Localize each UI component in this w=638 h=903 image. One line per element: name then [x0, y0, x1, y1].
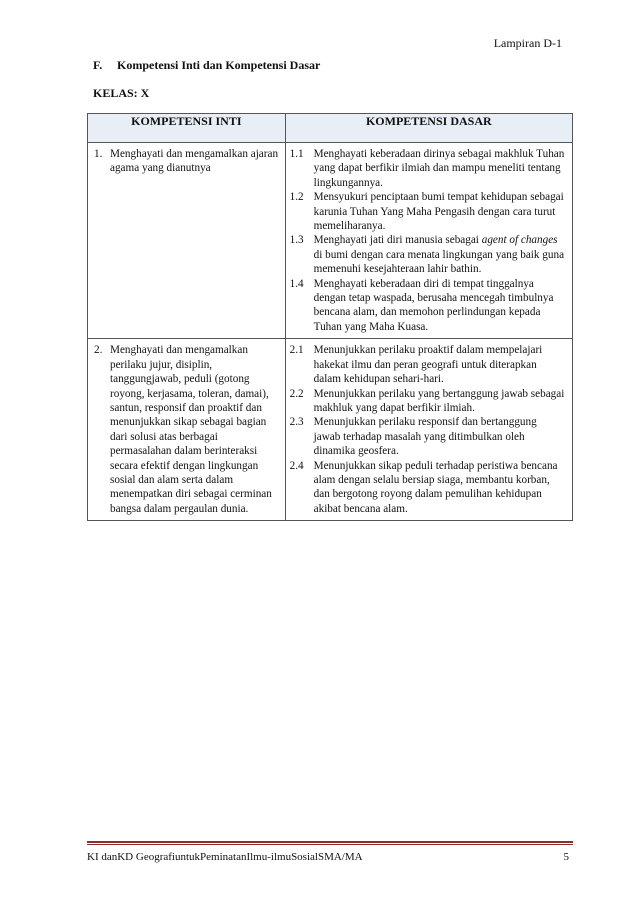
ki-text: Menghayati dan mengamalkan ajaran agama yang dianutnya	[110, 148, 279, 175]
table-header-row	[88, 114, 573, 143]
kd-cell	[285, 143, 572, 339]
kd-number: 2.2	[289, 387, 304, 400]
ki-cell	[88, 143, 286, 339]
kd-number: 1.1	[289, 148, 304, 160]
section-letter: F.	[93, 58, 103, 72]
kd-number: 2.1	[289, 344, 304, 357]
kd-text: Menunjukkan perilaku yang bertanggung jawab sebagai makhluk yang dapat berfikir ilmiah.	[313, 387, 565, 414]
kd-text: Menghayati keberadaan diri di tempat tinggalnya dengan tetap waspada, berusaha mencegah timbulnya bencana alam, dan memohon perlindungan kepada Tuhan yang Maha Kuasa.	[313, 277, 554, 333]
kd-cell	[285, 339, 572, 521]
competency-table	[87, 113, 573, 521]
header-kompetensi-dasar: KOMPETENSI DASAR	[285, 114, 572, 143]
kd-text: Menunjukkan sikap peduli terhadap peristiwa bencana alam dengan selalu bersiap siaga, membantu korban, dan bergotong royong dalam pemulihan kehidupan akibat bencana alam.	[313, 459, 558, 515]
class-label: KELAS: X	[93, 86, 150, 100]
kd-text-part: Menghayati jati diri manusia sebagai	[313, 234, 482, 247]
kd-text: Menunjukkan perilaku proaktif dalam mempelajari hakekat ilmu dan peran geografi untuk diterapkan dalam kehidupan sehari-hari.	[313, 344, 543, 386]
kd-item	[290, 147, 566, 190]
kd-number: 1.4	[289, 277, 304, 290]
page-number: 5	[563, 851, 569, 863]
kd-item	[290, 233, 566, 276]
kd-text: Mensyukuri penciptaan bumi tempat kehidupan sebagai karunia Tuhan Yang Maha Pengasih dengan cara turut memeliharanya.	[313, 191, 564, 233]
kd-number: 1.2	[289, 191, 304, 204]
kd-text-part: di bumi dengan cara menata lingkungan yang baik guna memenuhi kesejahteraan lahir bathin.	[313, 248, 565, 276]
kd-item	[290, 343, 566, 386]
header-kompetensi-inti: KOMPETENSI INTI	[88, 114, 286, 143]
kd-item	[290, 415, 566, 458]
table-row	[88, 339, 573, 521]
ki-item	[94, 147, 279, 176]
appendix-label: Lampiran D-1	[493, 36, 562, 50]
ki-number: 1.	[94, 148, 103, 160]
table-row	[88, 143, 573, 339]
kd-number: 1.3	[289, 234, 304, 247]
section-heading	[93, 58, 320, 73]
ki-item	[94, 343, 279, 516]
kd-item	[290, 190, 566, 233]
kd-text: Menghayati keberadaan dirinya sebagai makhluk Tuhan yang dapat berfikir ilmiah dan mampu meneliti tentang lingkungannya.	[313, 148, 565, 189]
section-title: Kompetensi Inti dan Kompetensi Dasar	[117, 58, 321, 72]
ki-text: Menghayati dan mengamalkan perilaku jujur, disiplin, tanggungjawab, peduli (gotong royong, kerjasama, toleran, damai), santun, responsif dan proaktif dan menunjukkan sikap sebagai bagian dari solusi atas berbagai permasalahan dalam berinteraksi secara efektif dengan lingkungan sosial dan alam serta dalam menempatkan diri sebagai cerminan bangsa dalam pergaulan dunia.	[110, 344, 272, 515]
footer-divider-thin	[87, 844, 573, 845]
kd-item	[290, 387, 566, 416]
footer-divider	[87, 841, 573, 843]
kd-text: Menunjukkan perilaku responsif dan bertanggung jawab terhadap masalah yang ditimbulkan oleh dinamika geosfera.	[313, 416, 537, 458]
kd-item	[290, 277, 566, 335]
kd-number: 2.4	[289, 459, 304, 472]
ki-cell	[88, 339, 286, 521]
kd-text	[314, 233, 566, 276]
kd-text-italic: agent of changes	[481, 234, 558, 247]
kd-number: 2.3	[289, 416, 304, 429]
footer-text: KI danKD GeografiuntukPeminatanIlmu-ilmuSosialSMA/MA	[87, 851, 363, 863]
kd-item	[290, 459, 566, 517]
ki-number: 2.	[94, 344, 103, 357]
